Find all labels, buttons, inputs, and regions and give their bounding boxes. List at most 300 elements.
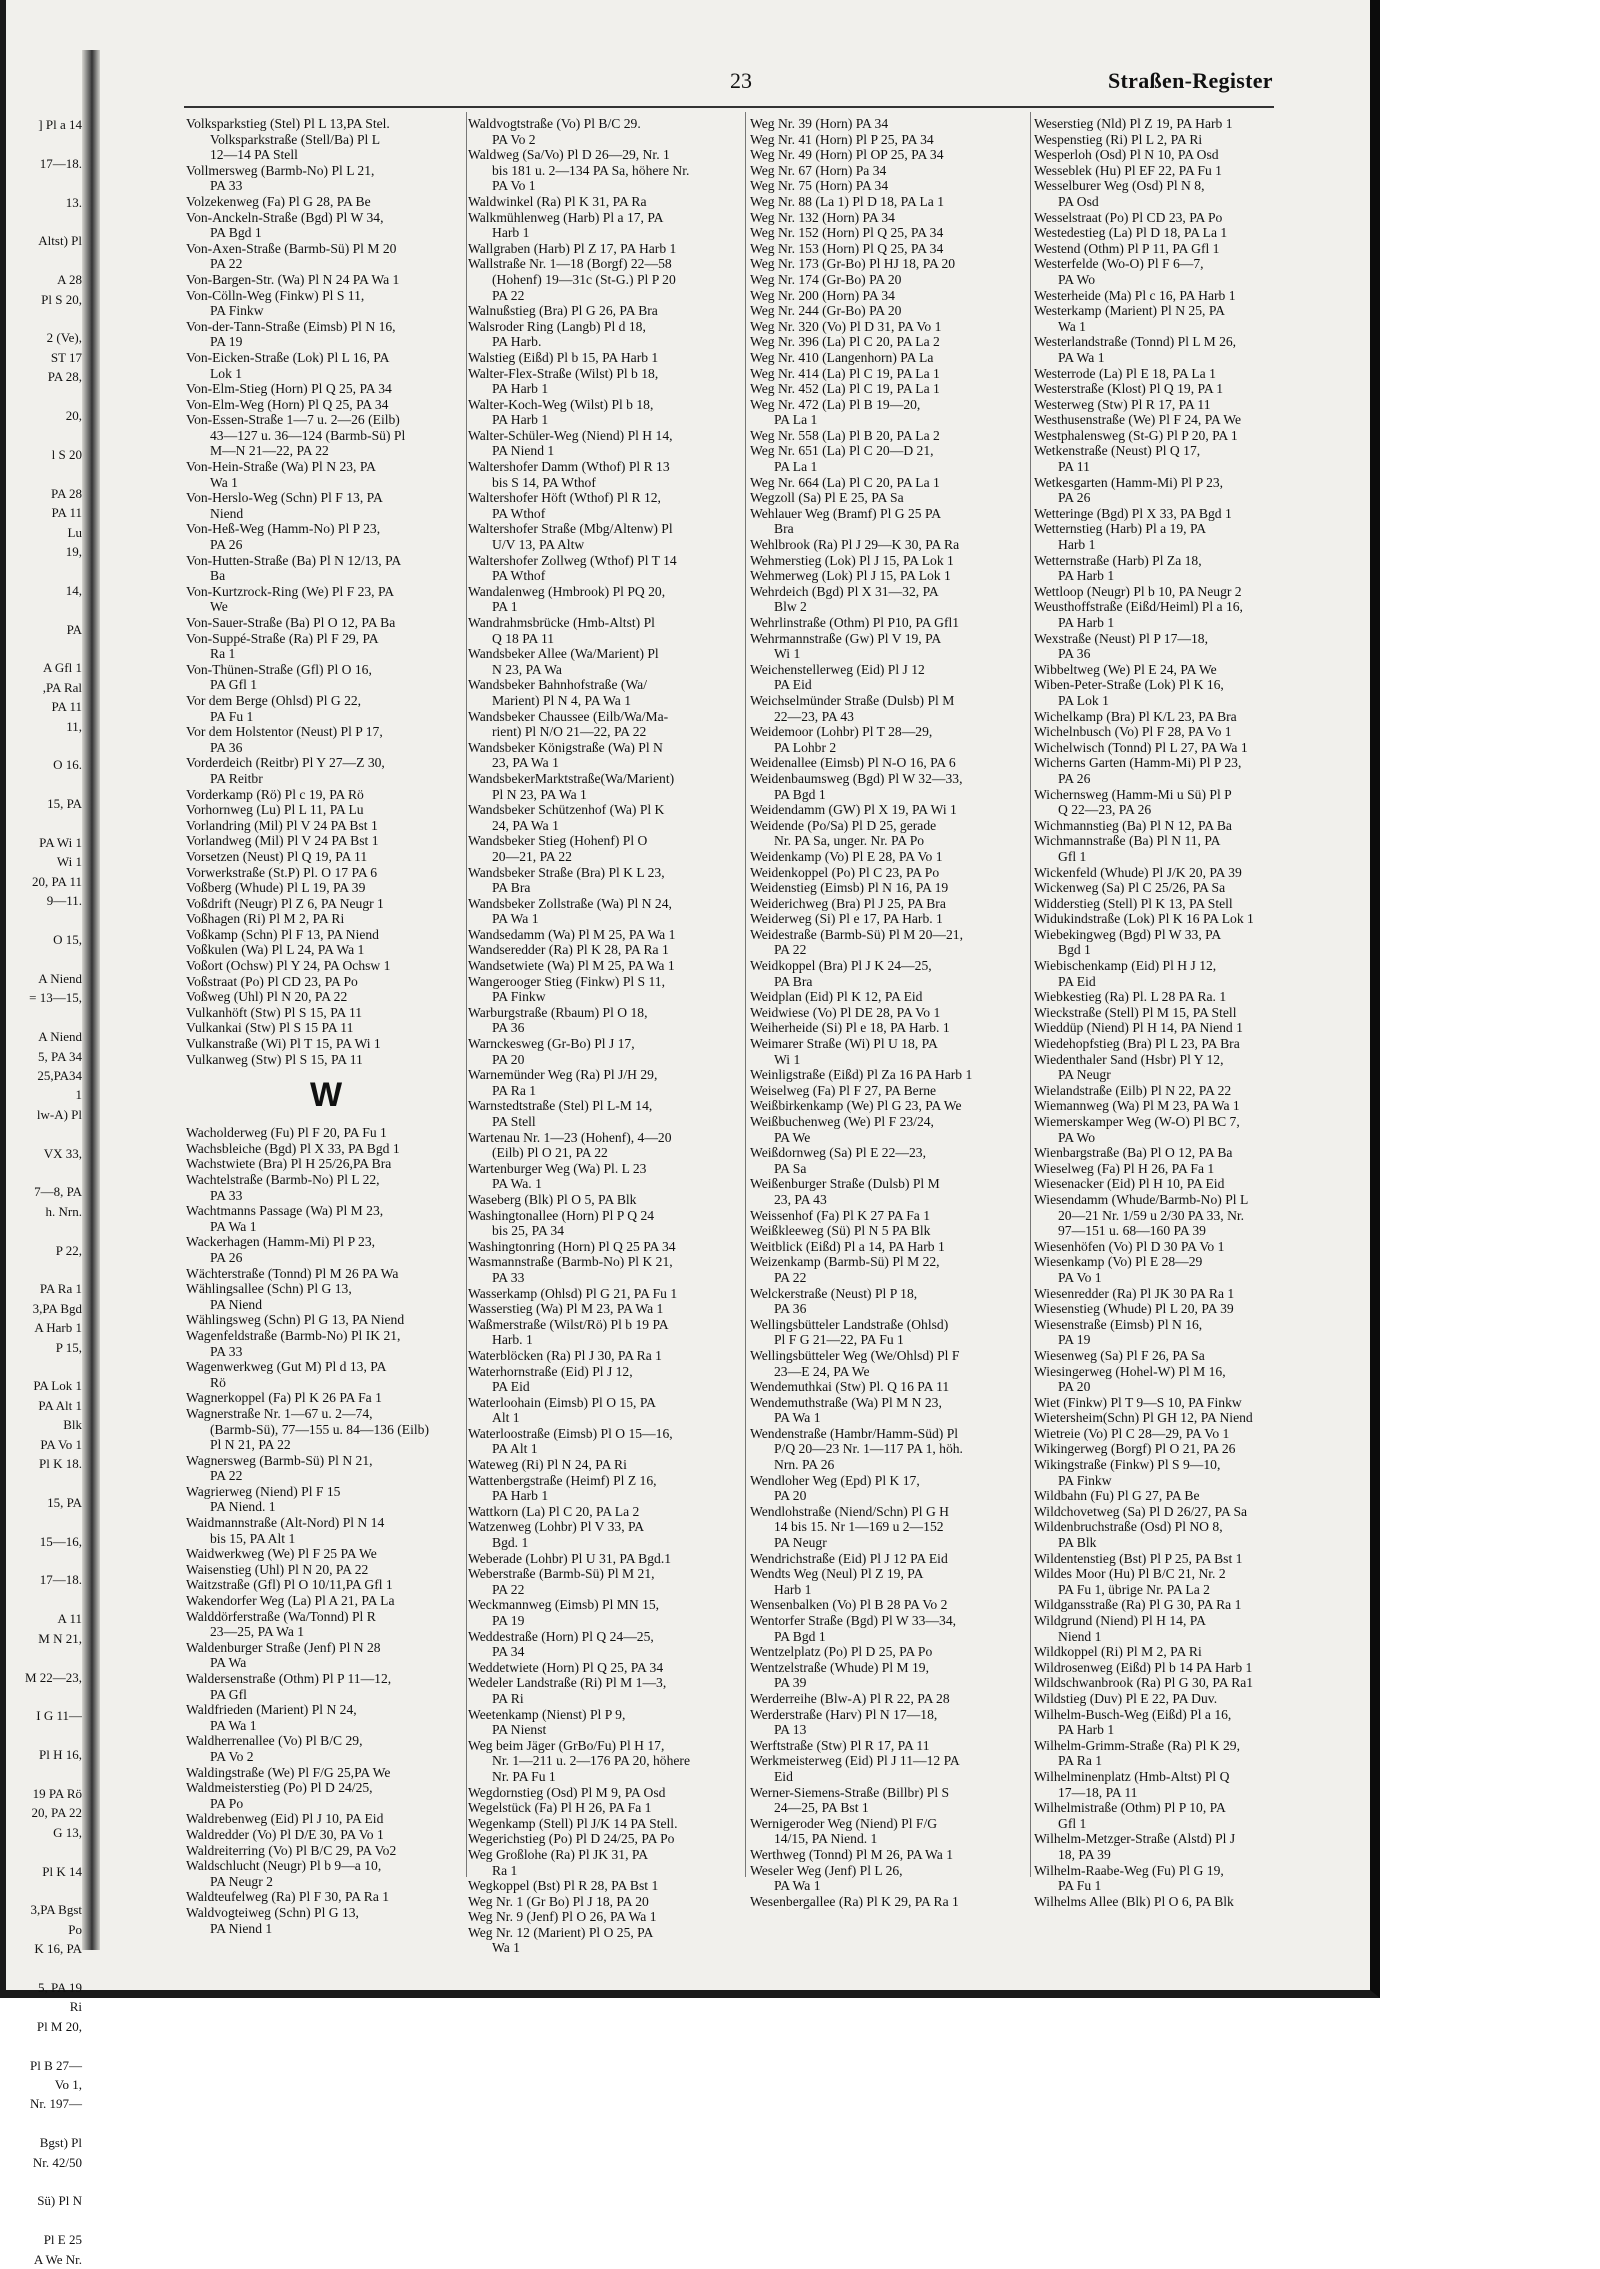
street-entry	[750, 1551, 1025, 1567]
street-name-line: Vorlandring (Mil) Pl V 24 PA Bst 1	[186, 817, 378, 833]
fragment-line	[6, 251, 82, 270]
fragment-line: Pl E 25	[43, 2232, 82, 2248]
street-continuation-line: PA Eid	[1058, 973, 1096, 989]
street-name-line: Westerrode (La) Pl E 18, PA La 1	[1034, 365, 1216, 381]
street-entry	[750, 771, 1025, 802]
street-entry	[750, 272, 1025, 288]
street-name-line: Walkmühlenweg (Harb) Pl a 17, PA	[468, 209, 664, 225]
street-entry	[468, 521, 740, 552]
street-name-line: Vorsetzen (Neust) Pl Q 19, PA 11	[186, 848, 368, 864]
street-name-line: Wagenfeldstraße (Barmb-No) Pl IK 21,	[186, 1327, 401, 1343]
street-name-line: Weidende (Po/Sa) Pl D 25, gerade	[750, 817, 937, 833]
street-entry	[186, 1811, 466, 1827]
street-entry	[186, 865, 466, 881]
street-continuation-line: PA 19	[492, 1613, 525, 1628]
street-continuation-line: PA 22	[492, 1581, 525, 1597]
street-continuation-line: PA Harb.	[492, 334, 542, 350]
street-name-line: Wegelstück (Fa) Pl H 26, PA Fa 1	[468, 1800, 652, 1816]
street-entry	[1034, 1504, 1296, 1520]
street-entry	[750, 443, 1025, 474]
street-entry	[468, 1317, 740, 1348]
section-letter: W	[309, 1076, 343, 1115]
street-continuation-line: PA La 1	[774, 412, 818, 428]
street-entry	[186, 1562, 466, 1578]
street-name-line: Watzenweg (Lohbr) Pl V 33, PA	[468, 1519, 645, 1535]
street-continuation-line: PA 22	[492, 287, 525, 303]
fragment-line: Sü) Pl N	[37, 2193, 82, 2209]
street-name-line: Weidemoor (Lohbr) Pl T 28—29,	[750, 724, 933, 740]
street-continuation-line: PA Neugr 2	[210, 1873, 273, 1889]
street-name-line: Wildstieg (Duv) Pl E 22, PA Duv.	[1034, 1690, 1218, 1706]
street-entry	[468, 1426, 740, 1457]
street-name-line: Wartenau Nr. 1—23 (Hohenf), 4—20	[468, 1129, 672, 1145]
street-name-line: Waltershofer Damm (Wthof) Pl R 13	[468, 459, 670, 475]
street-entry	[186, 241, 466, 272]
street-entry	[468, 896, 740, 927]
street-continuation-line: PA Fu 1	[210, 708, 254, 724]
street-name-line: Von-Eicken-Straße (Lok) Pl L 16, PA	[186, 349, 390, 365]
street-name-line: Wehmerstieg (Lok) Pl J 15, PA Lok 1	[750, 552, 954, 568]
fragment-line: P 15,	[55, 1339, 82, 1355]
street-entry	[1034, 662, 1296, 678]
street-entry	[750, 615, 1025, 631]
street-entry	[1034, 1254, 1296, 1285]
street-entry	[186, 833, 466, 849]
street-continuation-line: PA Nienst	[492, 1722, 547, 1738]
street-entry	[468, 147, 740, 194]
street-name-line: Wandsbeker Zollstraße (Wa) Pl N 24,	[468, 895, 672, 911]
street-name-line: Von-Cölln-Weg (Finkw) Pl S 11,	[186, 287, 365, 303]
street-continuation-line: PA Sa	[774, 1160, 807, 1176]
street-continuation-line: PA La 1	[774, 459, 818, 475]
street-name-line: Weinligstraße (Eißd) Pl Za 16 PA Harb 1	[750, 1067, 973, 1083]
street-entry	[1034, 132, 1296, 148]
street-entry	[750, 1707, 1025, 1738]
street-name-line: Wachtelstraße (Barmb-No) Pl L 22,	[186, 1172, 380, 1187]
street-entry	[468, 319, 740, 350]
street-name-line: Wagrierweg (Niend) Pl F 15	[186, 1483, 341, 1499]
street-name-line: Wexstraße (Neust) Pl P 17—18,	[1034, 630, 1208, 646]
street-name-line: Westhusenstraße (We) Pl F 24, PA We	[1034, 412, 1242, 428]
street-name-line: Wedeler Landstraße (Ri) Pl M 1—3,	[468, 1675, 667, 1691]
street-name-line: Wetteringe (Bgd) Pl X 33, PA Bgd 1	[1034, 505, 1232, 521]
street-name-line: Weckmannweg (Eimsb) Pl MN 15,	[468, 1597, 660, 1613]
street-name-line: Westedestieg (La) Pl D 18, PA La 1	[1034, 225, 1228, 241]
street-continuation-line: PA 26	[210, 1249, 243, 1265]
street-continuation-line: PA 33	[210, 1343, 243, 1359]
street-continuation-line: PA Ri	[492, 1690, 524, 1706]
street-name-line: Wilhelminenplatz (Hmb-Altst) Pl Q	[1034, 1768, 1230, 1784]
street-continuation-line: PA Finkw	[1058, 1472, 1112, 1488]
fragment-line: Altst) Pl	[38, 233, 82, 249]
street-entry	[186, 1020, 466, 1036]
street-entry	[186, 1905, 466, 1936]
fragment-line: ,PA Ral	[42, 679, 82, 695]
street-entry	[750, 490, 1025, 506]
street-continuation-line: PA 20	[492, 1051, 525, 1067]
street-name-line: Westphalensweg (St-G) Pl P 20, PA 1	[1034, 427, 1238, 443]
street-entry	[1034, 880, 1296, 896]
street-name-line: Widukindstraße (Lok) Pl K 16 PA Lok 1	[1034, 911, 1254, 927]
fragment-line	[6, 949, 82, 968]
fragment-line: PA Ra 1	[39, 1281, 82, 1297]
fragment-line: Vo 1,	[54, 2077, 82, 2093]
street-name-line: Weg Nr. 153 (Horn) Pl Q 25, PA 34	[750, 240, 944, 256]
street-name-line: Wachsbleiche (Bgd) Pl X 33, PA Bgd 1	[186, 1140, 400, 1156]
fragment-line: Pl K 14	[42, 1863, 82, 1879]
street-name-line: Werthweg (Tonnd) Pl M 26, PA Wa 1	[750, 1846, 954, 1862]
street-entry	[468, 1660, 740, 1676]
street-name-line: Wickenfeld (Whude) Pl J/K 20, PA 39	[1034, 864, 1242, 880]
fragment-line: Bgst) Pl	[39, 2135, 82, 2151]
street-name-line: Wendrichstraße (Eid) Pl J 12 PA Eid	[750, 1550, 948, 1566]
street-entry	[1034, 1239, 1296, 1255]
street-name-line: Wallgraben (Harb) Pl Z 17, PA Harb 1	[468, 240, 677, 256]
street-continuation-line: bis S 14, PA Wthof	[492, 474, 596, 490]
street-entry	[750, 927, 1025, 958]
street-continuation-line: 23—25, PA Wa 1	[210, 1624, 305, 1640]
fragment-line: Pl B 27—	[29, 2057, 82, 2073]
street-entry	[750, 241, 1025, 257]
street-name-line: Waterloostraße (Eimsb) Pl O 15—16,	[468, 1425, 673, 1441]
street-continuation-line: N 23, PA Wa	[492, 661, 562, 677]
street-continuation-line: PA Wo	[1058, 1129, 1096, 1145]
street-entry	[186, 755, 466, 786]
fragment-line: 3,PA Bgst	[30, 1902, 82, 1918]
street-entry	[1034, 1613, 1296, 1644]
street-name-line: Weichselmünder Straße (Dulsb) Pl M	[750, 692, 955, 708]
fragment-line: 17—18.	[39, 1572, 82, 1588]
street-entry	[1034, 1410, 1296, 1426]
street-entry	[468, 1551, 740, 1567]
street-name-line: Wegerichstieg (Po) Pl D 24/25, PA Po	[468, 1831, 675, 1847]
street-name-line: Wiedenthaler Sand (Hsbr) Pl Y 12,	[1034, 1051, 1224, 1067]
street-entry	[750, 1239, 1025, 1255]
street-entry	[1034, 288, 1296, 304]
column-divider	[466, 112, 467, 1877]
street-entry	[750, 288, 1025, 304]
street-entry	[1034, 147, 1296, 163]
street-entry	[1034, 1192, 1296, 1239]
street-entry	[750, 475, 1025, 491]
street-continuation-line: PA Harb 1	[492, 412, 549, 428]
street-name-line: Weidwiese (Vo) Pl DE 28, PA Vo 1	[750, 1004, 941, 1020]
street-continuation-line: 43—127 u. 36—124 (Barmb-Sü) Pl	[210, 427, 406, 443]
street-entry	[468, 1286, 740, 1302]
street-name-line: Wildenbruchstraße (Osd) Pl NO 8,	[1034, 1519, 1223, 1535]
fragment-line: M 22—23,	[24, 1669, 82, 1685]
street-entry	[750, 256, 1025, 272]
street-continuation-line: PA Gfl 1	[210, 677, 258, 693]
street-name-line: Wietersheim(Schn) Pl GH 12, PA Niend	[1034, 1410, 1253, 1426]
street-entry	[1034, 1098, 1296, 1114]
fragment-line: 15—16,	[39, 1533, 82, 1549]
street-name-line: Wendloher Weg (Epd) Pl K 17,	[750, 1472, 920, 1488]
street-entry	[750, 147, 1025, 163]
fragment-line	[6, 1008, 82, 1027]
street-entry	[750, 1254, 1025, 1285]
street-name-line: Von-Elm-Stieg (Horn) Pl Q 25, PA 34	[186, 381, 392, 397]
street-entry	[468, 1364, 740, 1395]
street-name-line: Weg Nr. 75 (Horn) PA 34	[750, 178, 889, 194]
street-entry	[468, 1816, 740, 1832]
street-name-line: Waldenburger Straße (Jenf) Pl N 28	[186, 1639, 381, 1655]
street-entry	[1034, 1800, 1296, 1831]
street-name-line: Weg Nr. 174 (Gr-Bo) PA 20	[750, 271, 902, 287]
street-name-line: Wiebekingweg (Bgd) Pl W 33, PA	[1034, 926, 1222, 942]
street-continuation-line: PA 26	[1058, 770, 1091, 786]
street-entry	[1034, 1831, 1296, 1862]
street-name-line: Weddetwiete (Horn) Pl Q 25, PA 34	[468, 1659, 664, 1675]
street-name-line: Westerweg (Stw) Pl R 17, PA 11	[1034, 396, 1211, 412]
street-name-line: Westerstraße (Klost) Pl Q 19, PA 1	[1034, 381, 1224, 397]
street-continuation-line: 12—14 PA Stell	[210, 147, 298, 163]
street-entry	[1034, 1426, 1296, 1442]
street-entry	[1034, 210, 1296, 226]
street-continuation-line: PA Alt 1	[492, 1441, 538, 1457]
street-entry	[1034, 1457, 1296, 1488]
fragment-line	[6, 600, 82, 619]
street-name-line: Walstieg (Eißd) Pl b 15, PA Harb 1	[468, 349, 659, 365]
street-entry	[468, 1707, 740, 1738]
fragment-line	[6, 639, 82, 658]
street-entry	[750, 194, 1025, 210]
street-name-line: Wiebischenkamp (Eid) Pl H J 12,	[1034, 958, 1217, 974]
street-entry	[1034, 1769, 1296, 1800]
fragment-line: A Niend	[38, 970, 82, 986]
street-name-line: Westend (Othm) Pl P 11, PA Gfl 1	[1034, 240, 1220, 256]
street-entry	[750, 896, 1025, 912]
street-name-line: Warnemünder Weg (Ra) Pl J/H 29,	[468, 1067, 658, 1083]
street-name-line: Wellingsbütteler Landstraße (Ohlsd)	[750, 1316, 949, 1332]
street-name-line: Waterblöcken (Ra) Pl J 30, PA Ra 1	[468, 1347, 662, 1363]
fragment-line: Ri	[69, 1999, 82, 2015]
street-name-line: Wiemannweg (Wa) Pl M 23, PA Wa 1	[1034, 1098, 1240, 1114]
street-name-line: Wilhelms Allee (Blk) Pl O 6, PA Blk	[1034, 1893, 1234, 1909]
street-entry	[1034, 1176, 1296, 1192]
fragment-line: A We Nr.	[33, 2251, 82, 2267]
street-continuation-line: Harb 1	[1058, 537, 1096, 553]
street-name-line: Wikingstraße (Finkw) Pl S 9—10,	[1034, 1457, 1221, 1473]
street-name-line: Weichenstellerweg (Eid) Pl J 12	[750, 661, 925, 677]
street-entry	[750, 1660, 1025, 1691]
street-name-line: Weberstraße (Barmb-Sü) Pl M 21,	[468, 1566, 655, 1582]
street-name-line: Weddestraße (Horn) Pl Q 24—25,	[468, 1628, 654, 1644]
street-continuation-line: PA 33	[210, 178, 243, 194]
street-entry	[750, 1613, 1025, 1644]
fragment-line: PA	[66, 621, 82, 637]
street-name-line: Waseberg (Blk) Pl O 5, PA Blk	[468, 1191, 637, 1207]
street-name-line: Wachtmanns Passage (Wa) Pl M 23,	[186, 1203, 384, 1219]
street-continuation-line: rient) Pl N/O 21—22, PA 22	[492, 724, 647, 740]
street-continuation-line: We	[210, 599, 228, 615]
street-name-line: Weg Nr. 396 (La) Pl C 20, PA La 2	[750, 334, 940, 350]
street-name-line: Von-Anckeln-Straße (Bgd) Pl W 34,	[186, 209, 384, 225]
fragment-line: I G 11—	[36, 1708, 82, 1724]
street-entry	[186, 1671, 466, 1702]
street-entry	[186, 1593, 466, 1609]
street-continuation-line: Harb. 1	[492, 1332, 533, 1348]
street-entry	[186, 1281, 466, 1312]
street-name-line: Waitzstraße (Gfl) Pl O 10/11,PA Gfl 1	[186, 1577, 393, 1593]
street-entry	[1034, 225, 1296, 241]
street-entry	[1034, 381, 1296, 397]
street-name-line: Wiesenstraße (Eimsb) Pl N 16,	[1034, 1316, 1203, 1332]
street-entry	[186, 194, 466, 210]
fragment-line: PA Alt 1	[38, 1397, 82, 1413]
fragment-line	[6, 212, 82, 231]
fragment-line	[6, 2211, 82, 2230]
previous-page-fragment	[6, 115, 82, 2267]
street-entry	[750, 225, 1025, 241]
street-name-line: Voßhagen (Ri) Pl M 2, PA Ri	[186, 911, 345, 927]
street-entry	[468, 1457, 740, 1473]
register-column-1	[186, 116, 466, 1936]
street-name-line: Weitblick (Eißd) Pl a 14, PA Harb 1	[750, 1238, 945, 1254]
street-name-line: Wichelnbusch (Vo) Pl F 28, PA Vo 1	[1034, 724, 1232, 740]
fragment-line: Nr. 197—	[30, 2096, 82, 2112]
fragment-line	[6, 134, 82, 153]
street-name-line: Wiebkestieg (Ra) Pl. L 28 PA Ra. 1	[1034, 989, 1227, 1005]
street-entry	[186, 459, 466, 490]
fragment-line: ST 17	[50, 349, 82, 365]
street-continuation-line: PA 22	[774, 1269, 807, 1285]
street-continuation-line: PA Wa 1	[210, 1717, 257, 1733]
street-name-line: Vorhornweg (Lu) Pl L 11, PA Lu	[186, 802, 364, 818]
page-number: 23	[730, 68, 752, 93]
street-entry	[186, 631, 466, 662]
street-name-line: Weg Nr. 67 (Horn) Pa 34	[750, 162, 887, 178]
street-name-line: Wakendorfer Weg (La) Pl A 21, PA La	[186, 1593, 395, 1609]
fragment-line	[6, 911, 82, 930]
street-entry	[1034, 833, 1296, 864]
street-entry	[468, 350, 740, 366]
fragment-line: 19 PA Rö	[32, 1785, 82, 1801]
street-name-line: Wangerooger Stieg (Finkw) Pl S 11,	[468, 973, 666, 989]
street-entry	[186, 896, 466, 912]
street-entry	[468, 1239, 740, 1255]
street-entry	[750, 506, 1025, 537]
street-entry	[468, 1005, 740, 1036]
street-continuation-line: PA Osd	[1058, 193, 1099, 209]
street-entry	[468, 1504, 740, 1520]
fragment-line: Pl S 20,	[41, 291, 82, 307]
street-continuation-line: 22—23, PA 43	[774, 708, 854, 724]
street-name-line: Werderreihe (Blw-A) Pl R 22, PA 28	[750, 1690, 950, 1706]
street-continuation-line: PA Lok 1	[1058, 692, 1109, 708]
street-name-line: Werftstraße (Stw) Pl R 17, PA 11	[750, 1737, 930, 1753]
street-name-line: Wandsedamm (Wa) Pl M 25, PA Wa 1	[468, 926, 676, 942]
fragment-line: PA Lok 1	[33, 1378, 82, 1394]
street-continuation-line: 14 bis 15. Nr 1—169 u 2—152	[774, 1519, 944, 1535]
street-name-line: Wegkoppel (Bst) Pl R 28, PA Bst 1	[468, 1878, 659, 1894]
street-name-line: Walnußstieg (Bra) Pl G 26, PA Bra	[468, 303, 658, 319]
street-continuation-line: PA 1	[492, 599, 518, 615]
fragment-line	[6, 309, 82, 328]
street-name-line: Wendenstraße (Hambr/Hamm-Süd) Pl	[750, 1425, 959, 1441]
street-entry	[1034, 256, 1296, 287]
street-name-line: Wichernsweg (Hamm-Mi u Sü) Pl P	[1034, 786, 1232, 802]
street-name-line: Wetternstieg (Harb) Pl a 19, PA	[1034, 521, 1207, 537]
street-name-line: Vollmersweg (Barmb-No) Pl L 21,	[186, 162, 375, 178]
street-entry	[1034, 1660, 1296, 1676]
street-entry	[468, 553, 740, 584]
street-name-line: Vor dem Berge (Ohlsd) Pl G 22,	[186, 692, 362, 708]
street-entry	[750, 802, 1025, 818]
street-name-line: Von-der-Tann-Straße (Eimsb) Pl N 16,	[186, 318, 396, 334]
street-entry	[468, 771, 740, 802]
street-name-line: Wartenburger Weg (Wa) Pl. L 23	[468, 1160, 647, 1176]
street-name-line: Werderstraße (Harv) Pl N 17—18,	[750, 1706, 938, 1722]
fragment-line	[6, 2172, 82, 2191]
street-entry	[1034, 755, 1296, 786]
street-name-line: Weissenhof (Fa) Pl K 27 PA Fa 1	[750, 1207, 931, 1223]
street-entry	[186, 412, 466, 459]
street-continuation-line: PA 39	[774, 1675, 807, 1691]
street-name-line: Wesseblek (Hu) Pl EF 22, PA Fu 1	[1034, 162, 1222, 178]
street-entry	[1034, 1519, 1296, 1550]
street-continuation-line: Volksparkstraße (Stell/Ba) Pl L	[210, 131, 381, 147]
register-column-2	[468, 116, 740, 1956]
street-entry	[468, 1800, 740, 1816]
street-name-line: Voßweg (Uhl) Pl N 20, PA 22	[186, 989, 348, 1005]
fragment-line: PA 11	[51, 505, 82, 521]
street-name-line: Weg Nr. 320 (Vo) Pl D 31, PA Vo 1	[750, 318, 942, 334]
street-entry	[1034, 397, 1296, 413]
street-entry	[186, 272, 466, 288]
street-entry	[1034, 412, 1296, 428]
street-entry	[1034, 677, 1296, 708]
street-entry	[186, 1203, 466, 1234]
street-name-line: Wegenkamp (Stell) Pl J/K 14 PA Stell.	[468, 1815, 678, 1831]
street-name-line: Wallstraße Nr. 1—18 (Borgf) 22—58	[468, 256, 672, 272]
street-name-line: Wilhelm-Metzger-Straße (Alstd) Pl J	[1034, 1831, 1236, 1847]
street-entry	[750, 755, 1025, 771]
street-entry	[750, 1504, 1025, 1551]
street-name-line: Wilhelmistraße (Othm) Pl P 10, PA	[1034, 1800, 1226, 1816]
street-name-line: Waldvogteiweg (Schn) Pl G 13,	[186, 1904, 359, 1920]
street-name-line: Weidenkoppel (Po) Pl C 23, PA Po	[750, 864, 940, 880]
street-name-line: Vorderdeich (Reitbr) Pl Y 27—Z 30,	[186, 755, 385, 771]
street-name-line: Weg Nr. 12 (Marient) Pl O 25, PA	[468, 1924, 654, 1940]
street-continuation-line: Wa 1	[210, 474, 238, 490]
street-name-line: Walter-Schüler-Weg (Niend) Pl H 14,	[468, 427, 673, 443]
street-name-line: Wildes Moor (Hu) Pl B/C 21, Nr. 2	[1034, 1566, 1226, 1582]
street-entry	[750, 911, 1025, 927]
street-continuation-line: PA Wo	[1058, 271, 1096, 287]
street-entry	[750, 880, 1025, 896]
street-name-line: Vorlandweg (Mil) Pl V 24 PA Bst 1	[186, 833, 379, 849]
street-continuation-line: PA Vo 2	[210, 1748, 254, 1764]
street-entry	[750, 849, 1025, 865]
street-entry	[1034, 911, 1296, 927]
street-name-line: Walsroder Ring (Langb) Pl d 18,	[468, 318, 646, 334]
street-name-line: Wiesendamm (Whude/Barmb-No) Pl L	[1034, 1191, 1249, 1207]
street-entry	[1034, 1005, 1296, 1021]
street-entry	[750, 631, 1025, 662]
street-name-line: Wiesenstieg (Whude) Pl L 20, PA 39	[1034, 1301, 1234, 1317]
street-continuation-line: PA Bra	[774, 973, 813, 989]
street-entry	[750, 693, 1025, 724]
fragment-line	[6, 2114, 82, 2133]
street-entry	[750, 1208, 1025, 1224]
street-entry	[750, 1348, 1025, 1379]
street-name-line: Weg Nr. 9 (Jenf) Pl O 26, PA Wa 1	[468, 1909, 657, 1925]
street-entry	[1034, 584, 1296, 600]
street-entry	[468, 927, 740, 943]
street-name-line: Werkmeisterweg (Eid) Pl J 11—12 PA	[750, 1753, 960, 1769]
street-entry	[1034, 1317, 1296, 1348]
